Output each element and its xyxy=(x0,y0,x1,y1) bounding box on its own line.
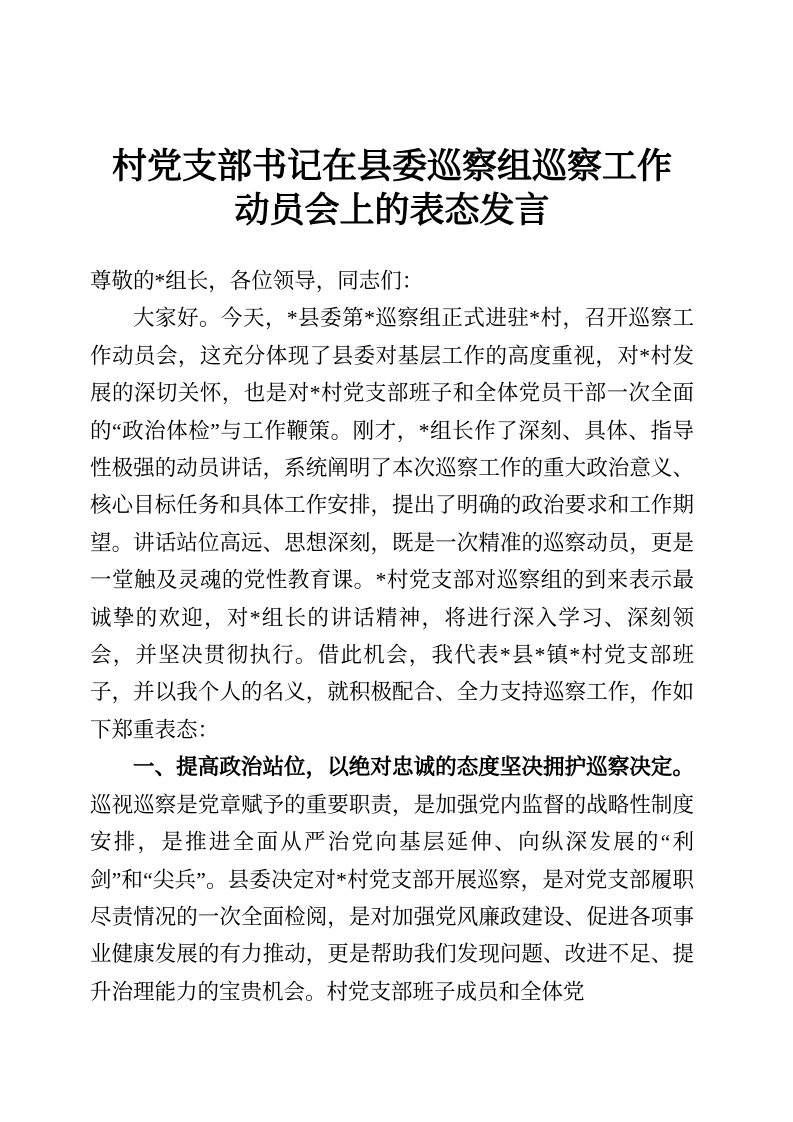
document-body xyxy=(90,263,694,1011)
point-1-body-text: 巡视巡察是党章赋予的重要职责，是加强党内监督的战略性制度安排，是推进全面从严治党向基层延伸、向纵深发展的“利剑”和“尖兵”。县委决定对*村党支部开展巡察，是对党支部履职尽责情况的一次全面检阅，是对加强党风廉政建设、促进各项事业健康发展的有力推动，更是帮助我们发现问题、改进不足、提升治理能力的宝贵机会。村党支部班子成员和全体党 xyxy=(90,792,694,1004)
paragraph-opening xyxy=(90,300,694,749)
salutation-line: 尊敬的*组长，各位领导，同志们： xyxy=(90,269,424,293)
paragraph-opening-text: 大家好。今天，*县委第*巡察组正式进驻*村，召开巡察工作动员会，这充分体现了县委对基层工作的高度重视，对*村发展的深切关怀，也是对*村党支部班子和全体党员干部一次全面的“政治体检”与工作鞭策。刚才，*组长作了深刻、具体、指导性极强的动员讲话，系统阐明了本次巡察工作的重大政治意义、核心目标任务和具体工作安排，提出了明确的政治要求和工作期望。讲话站位高远、思想深刻，既是一次精准的巡察动员，更是一堂触及灵魂的党性教育课。*村党支部对巡察组的到来表示最诚挚的欢迎，对*组长的讲话精神，将进行深入学习、深刻领会，并坚决贯彻执行。借此机会，我代表*县*镇*村党支部班子，并以我个人的名义，就积极配合、全力支持巡察工作，作如下郑重表态： xyxy=(90,306,694,742)
document-title-line-1: 村党支部书记在县委巡察组巡察工作 xyxy=(111,147,672,186)
paragraph-point-1 xyxy=(90,749,694,1011)
document-title xyxy=(90,145,694,233)
point-1-heading: 一、提高政治站位，以绝对忠诚的态度坚决拥护巡察决定。 xyxy=(133,755,694,780)
document-title-line-2: 动员会上的表态发言 xyxy=(234,191,550,230)
